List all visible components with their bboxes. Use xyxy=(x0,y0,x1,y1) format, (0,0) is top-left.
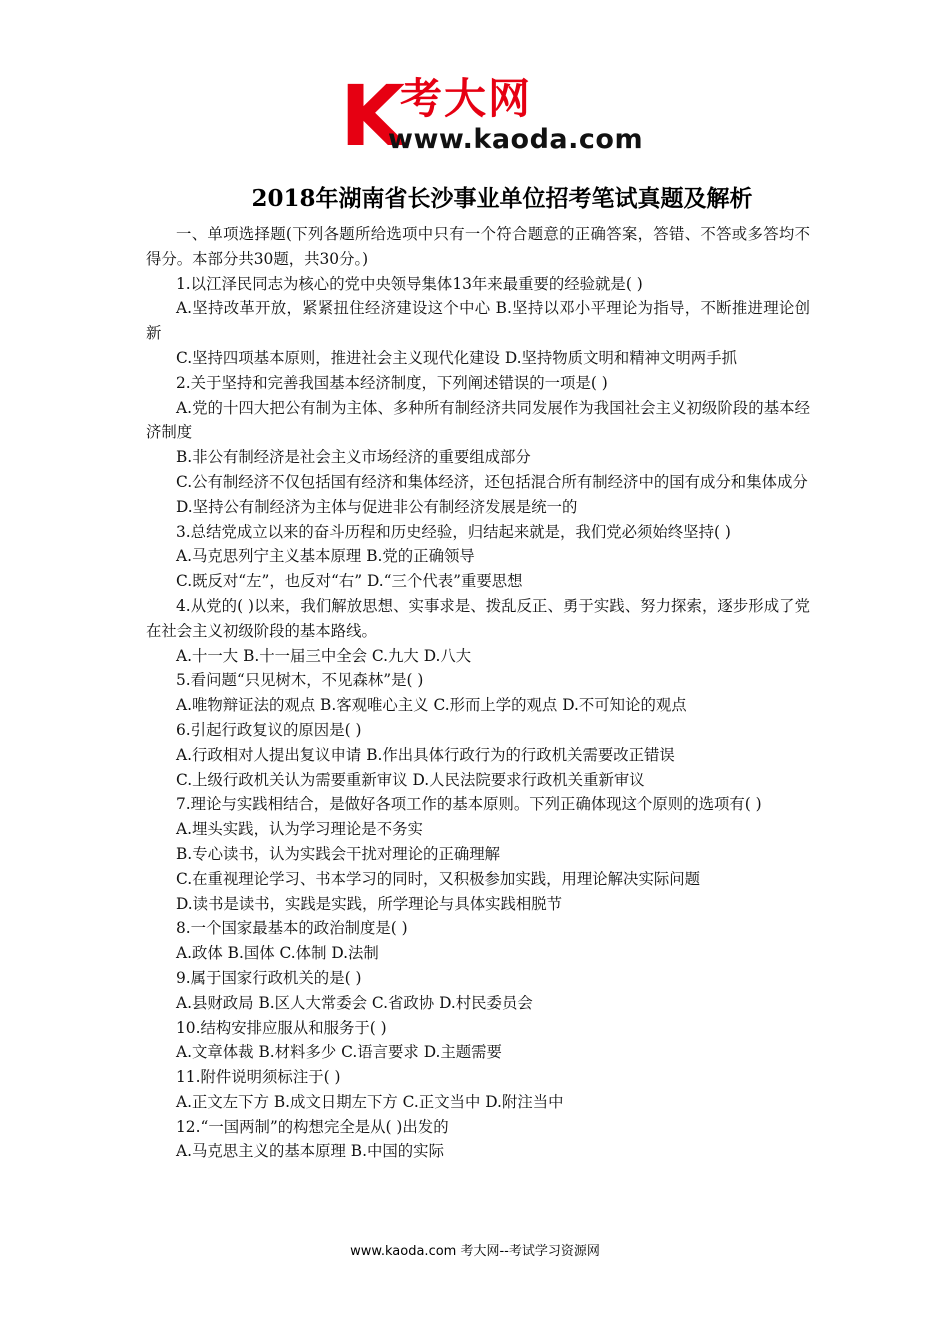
paragraph: A.党的十四大把公有制为主体、多种所有制经济共同发展作为我国社会主义初级阶段的基本经济制度 xyxy=(146,398,810,442)
paragraph: A.马克思列宁主义基本原理 B.党的正确领导 xyxy=(176,547,475,566)
paragraph: A.坚持改革开放，紧紧扭住经济建设这个中心 B.坚持以邓小平理论为指导，不断推进理论创新 xyxy=(146,299,810,343)
paragraph: 5.看问题“只见树木，不见森林”是( ) xyxy=(176,671,424,690)
paragraph: 9.属于国家行政机关的是( ) xyxy=(176,968,362,987)
paragraph: 2.关于坚持和完善我国基本经济制度，下列阐述错误的一项是( ) xyxy=(176,373,608,392)
page-footer: www.kaoda.com 考大网--考试学习资源网 xyxy=(350,1244,600,1259)
paragraph: A.唯物辩证法的观点 B.客观唯心主义 C.形而上学的观点 D.不可知论的观点 xyxy=(176,696,687,715)
paragraph: 一、单项选择题(下列各题所给选项中只有一个符合题意的正确答案，答错、不答或多答均不得分。本部分共30题，共30分。) xyxy=(146,225,810,268)
paragraph: D.读书是读书，实践是实践，所学理论与具体实践相脱节 xyxy=(176,894,563,913)
paragraph: 4.从党的( )以来，我们解放思想、实事求是、拨乱反正、勇于实践、努力探索，逐步形成了党在社会主义初级阶段的基本路线。 xyxy=(146,596,810,640)
paragraph: 7.理论与实践相结合，是做好各项工作的基本原则。下列正确体现这个原则的选项有( ) xyxy=(176,795,762,814)
paragraph: A.县财政局 B.区人大常委会 C.省政协 D.村民委员会 xyxy=(176,993,533,1012)
paragraph: C.坚持四项基本原则，推进社会主义现代化建设 D.坚持物质文明和精神文明两手抓 xyxy=(176,348,737,367)
kaoda-logo xyxy=(340,67,660,165)
document-body xyxy=(146,222,810,1164)
paragraph: 12.“一国两制”的构想完全是从( )出发的 xyxy=(176,1117,449,1136)
paragraph: 11.附件说明须标注于( ) xyxy=(176,1068,341,1087)
paragraph: A.马克思主义的基本原理 B.中国的实际 xyxy=(176,1142,444,1161)
paragraph: A.政体 B.国体 C.体制 D.法制 xyxy=(176,944,379,963)
paragraph: B.非公有制经济是社会主义市场经济的重要组成部分 xyxy=(176,448,531,467)
logo-k-mark: K xyxy=(340,67,402,165)
paragraph: A.埋头实践，认为学习理论是不务实 xyxy=(176,820,423,839)
paragraph: 10.结构安排应服从和服务于( ) xyxy=(176,1018,387,1037)
logo-name: 考大网 xyxy=(400,74,533,123)
paragraph: D.坚持公有制经济为主体与促进非公有制经济发展是统一的 xyxy=(176,497,578,516)
paragraph: C.上级行政机关认为需要重新审议 D.人民法院要求行政机关重新审议 xyxy=(176,770,645,789)
paragraph: A.文章体裁 B.材料多少 C.语言要求 D.主题需要 xyxy=(176,1043,502,1062)
paragraph: C.既反对“左”，也反对“右” D.“三个代表”重要思想 xyxy=(176,572,523,591)
paragraph: A.行政相对人提出复议申请 B.作出具体行政行为的行政机关需要改正错误 xyxy=(176,745,675,764)
paragraph: A.十一大 B.十一届三中全会 C.九大 D.八大 xyxy=(176,646,472,665)
document-title: 2018年湖南省长沙事业单位招考笔试真题及解析 xyxy=(251,185,753,212)
logo-url: www.kaoda.com xyxy=(388,124,644,155)
paragraph: 1.以江泽民同志为核心的党中央领导集体13年来最重要的经验就是( ) xyxy=(176,274,643,293)
paragraph: C.公有制经济不仅包括国有经济和集体经济，还包括混合所有制经济中的国有成分和集体成分 xyxy=(176,472,808,491)
paragraph: C.在重视理论学习、书本学习的同时，又积极参加实践，用理论解决实际问题 xyxy=(176,869,701,888)
paragraph: A.正文左下方 B.成文日期左下方 C.正文当中 D.附注当中 xyxy=(176,1092,564,1111)
paragraph: 8.一个国家最基本的政治制度是( ) xyxy=(176,919,408,938)
paragraph: B.专心读书，认为实践会干扰对理论的正确理解 xyxy=(176,844,501,863)
paragraph: 6.引起行政复议的原因是( ) xyxy=(176,720,362,739)
paragraph: 3.总结党成立以来的奋斗历程和历史经验，归结起来就是，我们党必须始终坚持( ) xyxy=(176,522,731,541)
